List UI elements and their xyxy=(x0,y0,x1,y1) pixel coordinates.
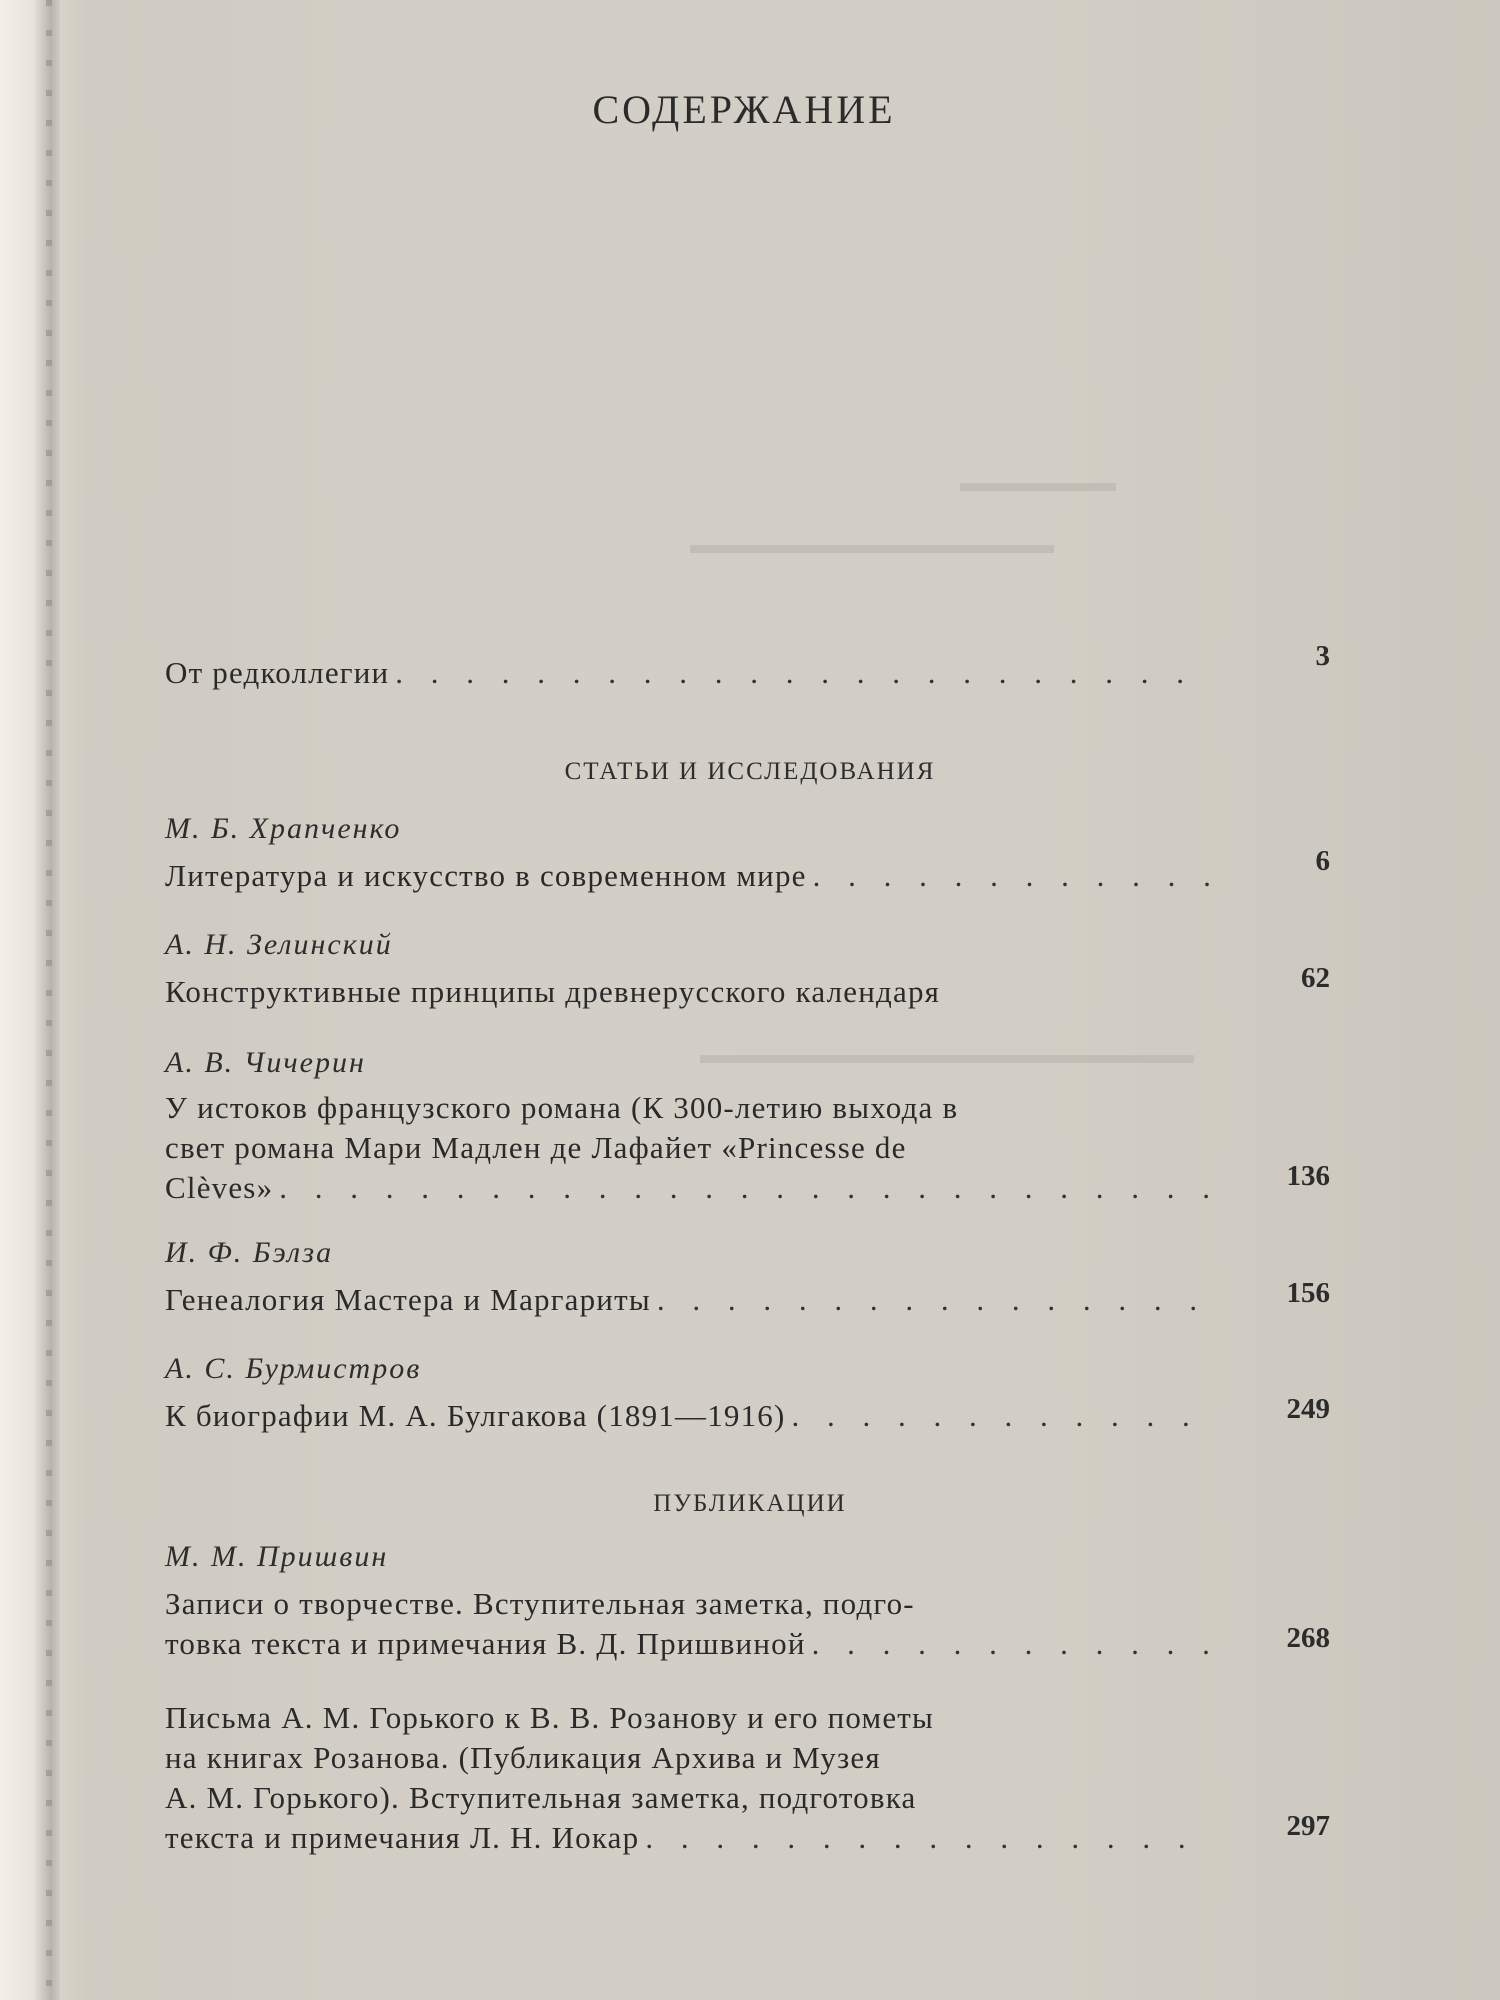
entry-title: От редколлегии xyxy=(165,655,390,690)
entry-author: М. М. Пришвин xyxy=(165,1540,389,1573)
entry-title-line: А. М. Горького). Вступительная заметка, подготовка xyxy=(165,1780,917,1815)
toc-entry xyxy=(165,1820,1210,1860)
dot-leader xyxy=(279,1170,1210,1206)
section-heading-studies: СТАТЬИ И ИССЛЕДОВАНИЯ xyxy=(564,758,936,785)
entry-author: А. Н. Зелинский xyxy=(165,928,393,961)
entry-title: К биографии М. А. Булгакова (1891—1916) xyxy=(165,1398,786,1433)
entry-title-line: У истоков французского романа (К 300-летию выхода в xyxy=(165,1090,959,1125)
show-through: ▬▬▬▬▬▬ xyxy=(960,468,1116,497)
dot-leader xyxy=(645,1820,1210,1856)
show-through: ▬▬▬▬▬▬▬▬▬▬▬▬▬▬ xyxy=(690,530,1054,559)
entry-author: А. С. Бурмистров xyxy=(165,1352,422,1385)
dot-leader xyxy=(657,1282,1210,1318)
entry-title: Конструктивные принципы древнерусского календаря xyxy=(165,974,941,1009)
show-through: ▬▬▬▬▬▬▬▬▬▬▬▬▬▬▬▬▬▬▬ xyxy=(700,1040,1194,1069)
page-number: 156 xyxy=(1286,1277,1330,1309)
entry-title-line: Записи о творчестве. Вступительная заметка, подго- xyxy=(165,1586,915,1621)
toc-entry xyxy=(165,1398,1210,1438)
dot-leader xyxy=(813,858,1210,894)
entry-title: Литература и искусство в современном мире xyxy=(165,858,807,893)
entry-title-line: свет романа Мари Мадлен де Лафайет «Princesse de xyxy=(165,1130,907,1165)
toc-entry xyxy=(165,858,1210,898)
binding-stitches xyxy=(46,0,52,2000)
page-number: 249 xyxy=(1286,1393,1330,1425)
entry-title-line: Письма А. М. Горького к В. В. Розанову и его пометы xyxy=(165,1700,935,1735)
page-number: 6 xyxy=(1315,845,1330,877)
entry-title: Генеалогия Мастера и Маргариты xyxy=(165,1282,651,1317)
dot-leader xyxy=(792,1398,1210,1434)
entry-title-line: на книгах Розанова. (Публикация Архива и Музея xyxy=(165,1740,881,1775)
dot-leader xyxy=(812,1626,1210,1662)
page-number: 62 xyxy=(1301,962,1330,994)
entry-title-line: текста и примечания Л. Н. Иокар xyxy=(165,1820,640,1855)
page-number: 3 xyxy=(1315,640,1330,672)
entry-title-line: Clèves» xyxy=(165,1170,274,1205)
page-number: 297 xyxy=(1286,1810,1330,1842)
page-number: 268 xyxy=(1286,1622,1330,1654)
dot-leader xyxy=(395,655,1210,691)
entry-author: М. Б. Храпченко xyxy=(165,812,402,845)
entry-title-line: товка текста и примечания В. Д. Пришвиной xyxy=(165,1626,806,1661)
toc-entry-intro xyxy=(165,655,1210,695)
toc-entry xyxy=(165,1626,1210,1666)
page-number: 136 xyxy=(1286,1160,1330,1192)
entry-author: И. Ф. Бэлза xyxy=(165,1236,334,1269)
entry-author: А. В. Чичерин xyxy=(165,1046,366,1079)
page-title: СОДЕРЖАНИЕ xyxy=(592,87,896,132)
section-heading-publications: ПУБЛИКАЦИИ xyxy=(653,1490,847,1517)
toc-entry xyxy=(165,1282,1210,1322)
toc-entry xyxy=(165,1170,1210,1210)
